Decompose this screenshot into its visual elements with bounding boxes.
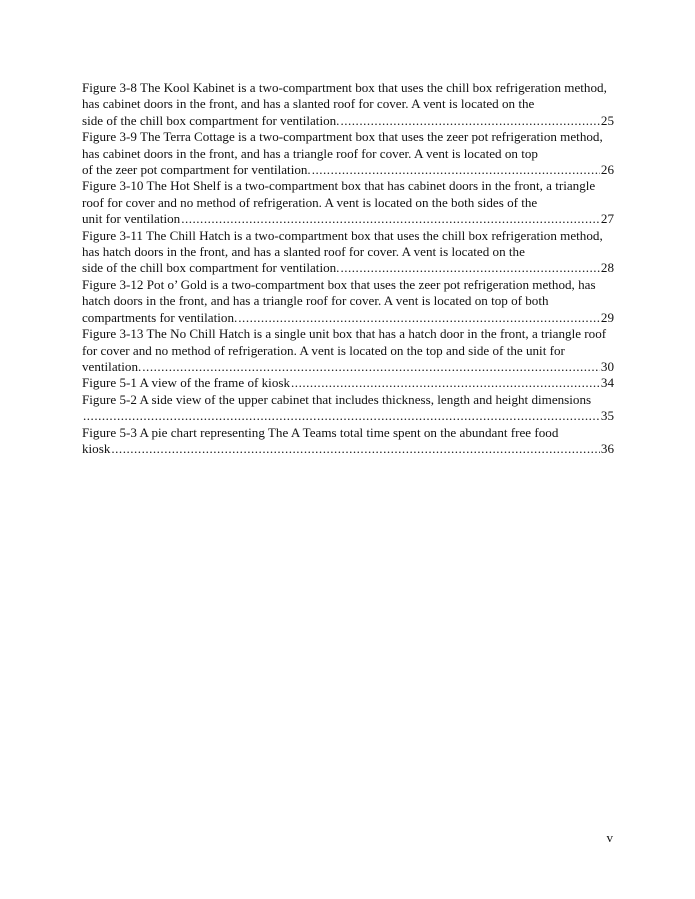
toc-entry-text-end: unit for ventilation: [82, 211, 181, 227]
toc-entry-text-end: Figure 5-1 A view of the frame of kiosk: [82, 375, 291, 391]
dot-leader: [312, 162, 600, 178]
toc-entry-text-end: compartments for ventilation.: [82, 309, 238, 325]
dot-leader: [238, 310, 600, 326]
toc-entry-figure-3-10[interactable]: [82, 178, 614, 227]
toc-entry-text: Figure 3-10 The Hot Shelf is a two-compartment box that has cabinet doors in the front, a triangle roof for cover and no method of refrigeration. A vent is located on the both sides of the: [82, 178, 596, 210]
toc-entry-text: Figure 3-9 The Terra Cottage is a two-compartment box that uses the zeer pot refrigeration method, has cabinet doors in the front, and has a triangle roof for cover. A vent is located on top: [82, 129, 603, 161]
toc-entry-figure-3-11[interactable]: [82, 228, 614, 277]
page-number: v: [606, 830, 613, 845]
toc-entry-text: Figure 3-13 The No Chill Hatch is a single unit box that has a hatch door in the front, a triangle roof for cover and no method of refrigeration. A vent is located on the top and side of the unit for: [82, 326, 607, 358]
dot-leader: [83, 408, 600, 424]
dot-leader: [291, 375, 600, 391]
toc-entry-text: Figure 5-2 A side view of the upper cabinet that includes thickness, length and height dimensions: [82, 391, 592, 407]
toc-entry-page: 27: [600, 211, 614, 227]
toc-entry-page: 30: [600, 358, 614, 374]
toc-entry-figure-5-1[interactable]: [82, 375, 614, 391]
toc-entry-text-end: side of the chill box compartment for ventilation.: [82, 260, 340, 276]
toc-entry-page: 25: [600, 112, 614, 128]
toc-entry-text: Figure 3-11 The Chill Hatch is a two-compartment box that uses the chill box refrigeration method, has hatch doors in the front, and has a slanted roof for cover. A vent is located on the: [82, 227, 603, 260]
toc-entry-text-end: side of the chill box compartment for ventilation.: [82, 112, 340, 128]
toc-entry-figure-3-13[interactable]: [82, 326, 614, 375]
toc-entry-page: 26: [600, 162, 614, 178]
toc-entry-text: Figure 3-12 Pot o’ Gold is a two-compartment box that uses the zeer pot refrigeration method, has hatch doors in the front, and has a triangle roof for cover. A vent is located on top of both: [82, 276, 596, 309]
toc-entry-figure-5-3[interactable]: [82, 425, 614, 458]
toc-entry-page: 35: [600, 408, 614, 424]
toc-entry-page: 36: [600, 440, 614, 456]
toc-entry-text-end: ventilation.: [82, 358, 142, 374]
dot-leader: [142, 359, 600, 375]
toc-entry-figure-3-9[interactable]: [82, 129, 614, 178]
toc-entry-page: 28: [600, 260, 614, 276]
list-of-figures: [82, 80, 614, 457]
toc-entry-text: Figure 5-3 A pie chart representing The A Teams total time spent on the abundant free food: [82, 424, 559, 440]
toc-entry-page: 34: [600, 375, 614, 391]
toc-entry-text-end: of the zeer pot compartment for ventilation.: [82, 162, 311, 178]
dot-leader: [340, 113, 599, 129]
toc-entry-figure-3-8[interactable]: [82, 80, 614, 129]
toc-entry-text: Figure 3-8 The Kool Kabinet is a two-compartment box that uses the chill box refrigeration method, has cabinet doors in the front, and has a slanted roof for cover. A vent is located on the: [82, 80, 607, 112]
dot-leader: [181, 211, 600, 227]
toc-entry-page: 29: [600, 309, 614, 325]
dot-leader: [340, 260, 599, 276]
toc-entry-figure-3-12[interactable]: [82, 277, 614, 326]
dot-leader: [111, 441, 600, 457]
toc-entry-text-end: kiosk: [82, 440, 111, 456]
toc-entry-figure-5-2[interactable]: [82, 392, 614, 425]
